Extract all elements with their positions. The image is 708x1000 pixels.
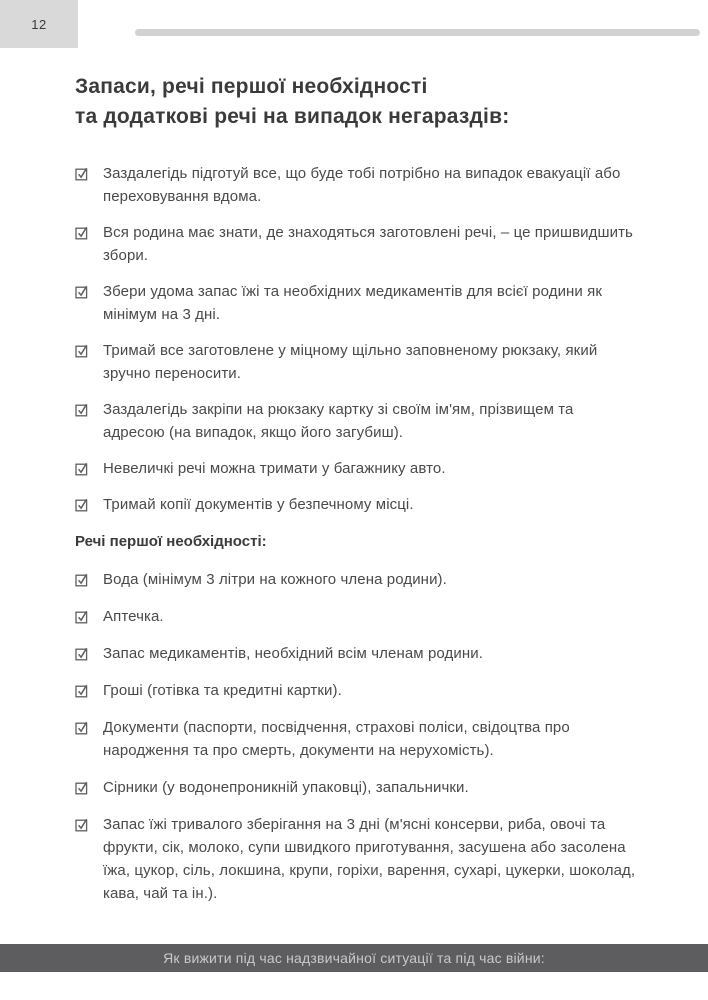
- header-divider: [135, 29, 700, 36]
- checked-checkbox-icon: [75, 493, 103, 512]
- checklist-item-text: Заздалегідь закріпи на рюкзаку картку зі своїм ім'ям, прізвищем та адресою (на випадок, якщо його загубиш).: [103, 401, 574, 441]
- checklist-item: [75, 568, 637, 591]
- page-title-line-1: Запаси, речі першої необхідності: [75, 75, 428, 98]
- footer-bar: [0, 944, 708, 972]
- checked-checkbox-icon: [75, 398, 103, 417]
- checked-checkbox-icon: [75, 716, 103, 735]
- checklist-item-text: Документи (паспорти, посвідчення, страхові поліси, свідоцтва про народження та про смерть, документи на нерухомість).: [103, 719, 570, 759]
- page-number: 12: [31, 16, 47, 32]
- checklist-item-text: Тримай все заготовлене у міцному щільно заповненому рюкзаку, який зручно переносити.: [103, 342, 598, 382]
- checklist-item-text: Тримай копії документів у безпечному місці.: [103, 496, 414, 513]
- checklist-item-text: Аптечка.: [103, 608, 164, 625]
- checklist-item: [75, 679, 637, 702]
- checked-checkbox-icon: [75, 280, 103, 299]
- page-title: [75, 72, 637, 132]
- checklist-item-text: Вся родина має знати, де знаходяться заготовлені речі, – це пришвидшить збори.: [103, 224, 633, 264]
- checklist-item: [75, 776, 637, 799]
- checked-checkbox-icon: [75, 221, 103, 240]
- checklist-item-text: Запас медикаментів, необхідний всім членам родини.: [103, 645, 483, 662]
- page-content: [75, 72, 637, 919]
- checklist-general: [75, 162, 637, 516]
- checked-checkbox-icon: [75, 813, 103, 832]
- page-title-line-2: та додаткові речі на випадок негараздів:: [75, 105, 510, 128]
- checklist-item-text: Заздалегідь підготуй все, що буде тобі потрібно на випадок евакуації або переховування вдома.: [103, 165, 621, 205]
- checklist-item: [75, 457, 637, 480]
- checked-checkbox-icon: [75, 457, 103, 476]
- checklist-item: [75, 642, 637, 665]
- checked-checkbox-icon: [75, 339, 103, 358]
- footer-text: Як вижити під час надзвичайної ситуації та під час війни:: [163, 950, 545, 966]
- checked-checkbox-icon: [75, 679, 103, 698]
- checklist-item: [75, 280, 637, 326]
- page-number-badge: [0, 0, 78, 48]
- checklist-item: [75, 398, 637, 444]
- checklist-item-text: Вода (мінімум 3 літри на кожного члена родини).: [103, 571, 447, 588]
- checklist-essentials: [75, 568, 637, 905]
- checklist-item-text: Збери удома запас їжі та необхідних медикаментів для всієї родини як мінімум на 3 дні.: [103, 283, 603, 323]
- checklist-item-text: Сірники (у водонепроникній упаковці), запальнички.: [103, 779, 469, 796]
- checklist-item-text: Запас їжі тривалого зберігання на 3 дні (м'ясні консерви, риба, овочі та фрукти, сік, молоко, супи швидкого приготування, засушена або засолена їжа, цукор, сіль, локшина, крупи, горіхи, варення, сухарі, цукерки, шоколад, кава, чай та ін.).: [103, 816, 636, 902]
- checked-checkbox-icon: [75, 605, 103, 624]
- checklist-item: [75, 339, 637, 385]
- checklist-item-text: Гроші (готівка та кредитні картки).: [103, 682, 342, 699]
- checklist-item: [75, 605, 637, 628]
- checklist-item: [75, 162, 637, 208]
- checked-checkbox-icon: [75, 642, 103, 661]
- checked-checkbox-icon: [75, 568, 103, 587]
- checklist-item: [75, 813, 637, 905]
- checklist-item: [75, 716, 637, 762]
- essentials-heading: Речі першої необхідності:: [75, 533, 267, 550]
- checklist-item-text: Невеличкі речі можна тримати у багажнику авто.: [103, 460, 446, 477]
- checked-checkbox-icon: [75, 776, 103, 795]
- checked-checkbox-icon: [75, 162, 103, 181]
- checklist-item: [75, 221, 637, 267]
- checklist-item: [75, 493, 637, 516]
